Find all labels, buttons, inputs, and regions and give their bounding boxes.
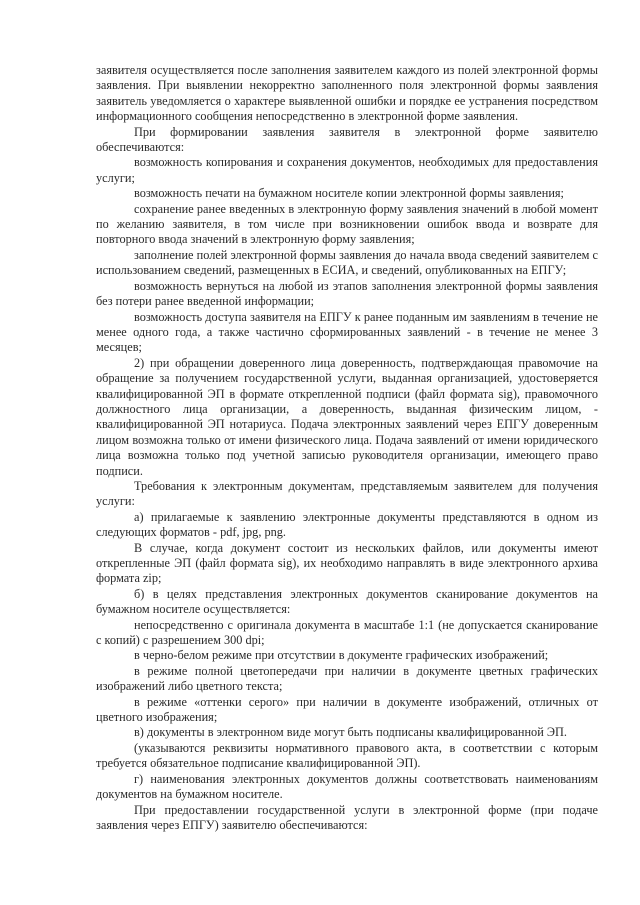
- paragraph: 2) при обращении доверенного лица доверенность, подтверждающая правомочие на обращение за получением государственной услуги, выданная организацией, удостоверяется квалифицированной ЭП в формате открепленной подписи (файл формата sig), правомочного должностного лица организации, а доверенность, выданная физическим лицом, - квалифицированной ЭП нотариуса. Подача электронных заявлений через ЕПГУ доверенным лицом возможна только от имени физического лица. Подача заявлений от имени юридического лица возможна только под учетной записью руководителя организации, имеющего право подписи.: [96, 355, 598, 478]
- paragraph: а) прилагаемые к заявлению электронные документы представляются в одном из следующих форматов - pdf, jpg, png.: [96, 509, 598, 540]
- paragraph: возможность доступа заявителя на ЕПГУ к ранее поданным им заявлениям в течение не менее одного года, а также частично сформированных заявлений - в течение не менее 3 месяцев;: [96, 309, 598, 355]
- paragraph: возможность копирования и сохранения документов, необходимых для предоставления услуги;: [96, 155, 598, 185]
- paragraph: в режиме «оттенки серого» при наличии в документе изображений, отличных от цветного изображения;: [96, 694, 598, 725]
- paragraph: (указываются реквизиты нормативного правового акта, в соответствии с которым требуется обязательное подписание квалифицированной ЭП).: [96, 740, 598, 771]
- paragraph: заполнение полей электронной формы заявления до начала ввода сведений заявителем с использованием сведений, размещенных в ЕСИА, и сведений, опубликованных на ЕПГУ;: [96, 247, 598, 278]
- paragraph: в режиме полной цветопередачи при наличии в документе цветных графических изображений либо цветного текста;: [96, 663, 598, 694]
- paragraph: б) в целях представления электронных документов сканирование документов на бумажном носителе осуществляется:: [96, 586, 598, 617]
- paragraph: возможность печати на бумажном носителе копии электронной формы заявления;: [134, 186, 564, 201]
- paragraph: Требования к электронным документам, представляемым заявителем для получения услуги:: [96, 478, 598, 509]
- paragraph: в) документы в электронном виде могут быть подписаны квалифицированной ЭП.: [134, 725, 567, 740]
- paragraph: В случае, когда документ состоит из нескольких файлов, или документы имеют открепленные ЭП (файл формата sig), их необходимо направлять в виде электронного архива формата zip;: [96, 540, 598, 586]
- paragraph: непосредственно с оригинала документа в масштабе 1:1 (не допускается сканирование с копий) с разрешением 300 dpi;: [96, 617, 598, 648]
- paragraph: в черно-белом режиме при отсутствии в документе графических изображений;: [134, 648, 549, 663]
- paragraph: г) наименования электронных документов должны соответствовать наименованиям документов на бумажном носителе.: [96, 771, 598, 802]
- paragraph: сохранение ранее введенных в электронную форму заявления значений в любой момент по желанию заявителя, в том числе при возникновении ошибок ввода и возврате для повторного ввода значений в электронную форму заявления;: [96, 201, 598, 247]
- paragraph: возможность вернуться на любой из этапов заполнения электронной формы заявления без потери ранее введенной информации;: [96, 278, 598, 309]
- paragraph: При предоставлении государственной услуги в электронной форме (при подаче заявления через ЕПГУ) заявителю обеспечиваются:: [96, 802, 598, 832]
- paragraph: заявителя осуществляется после заполнения заявителем каждого из полей электронной формы заявления. При выявлении некорректно заполненного поля электронной формы заявления заявитель уведомляется о характере выявленной ошибки и порядке ее устранения посредством информационного сообщения непосредственно в электронной форме заявления.: [96, 63, 598, 124]
- paragraph: При формировании заявления заявителя в электронной форме заявителю обеспечиваются:: [96, 124, 598, 155]
